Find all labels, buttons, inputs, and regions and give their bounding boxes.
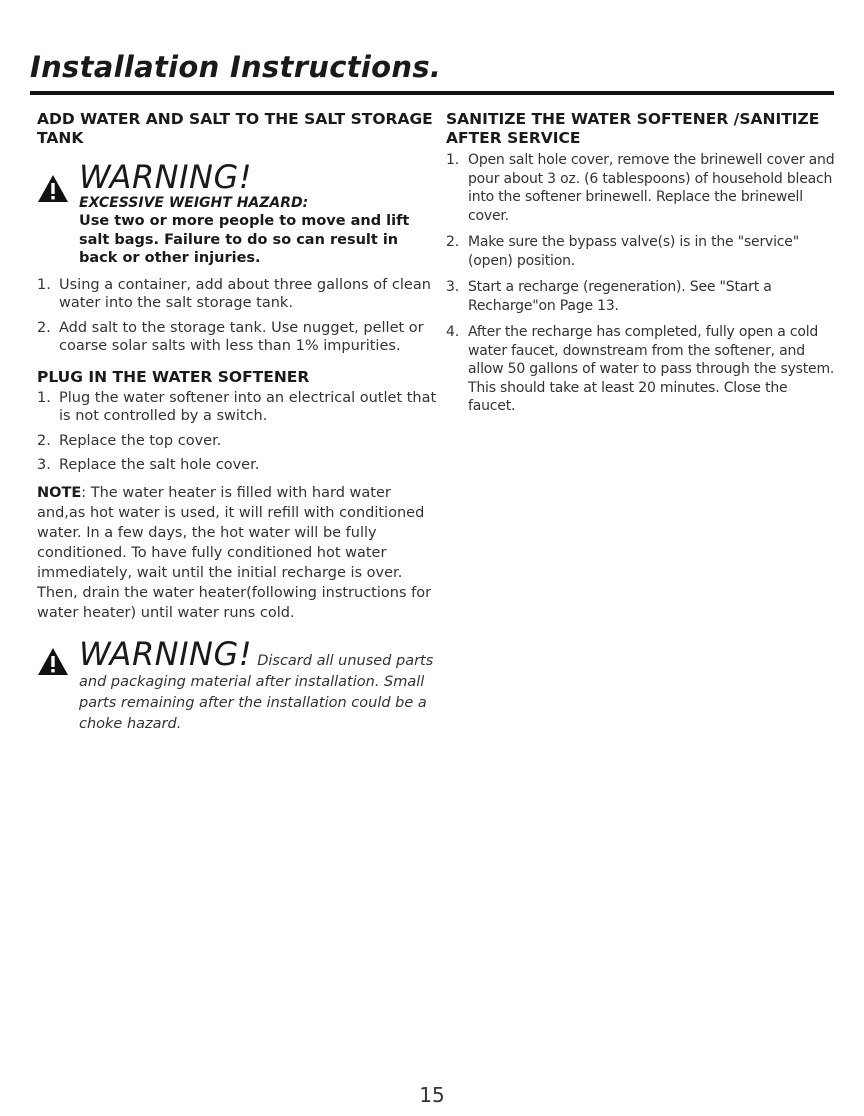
list-item: 2. Make sure the bypass valve(s) is in the "service"(open) position. [446,234,799,269]
left-column [37,110,437,734]
list-item: 2. Replace the top cover. [37,432,222,449]
warning-triangle-icon [37,174,69,203]
title-rule [30,91,834,95]
plug-steps-list [37,389,437,475]
page-title: Installation Instructions. [30,50,442,84]
warning-body: Use two or more people to move and lift salt bags. Failure to do so can result in back or other injuries. [79,213,410,266]
salt-steps-list [37,276,437,356]
warning-title: WARNING! [79,634,253,673]
weight-hazard-warning [37,160,437,268]
page-number: 15 [419,1083,445,1107]
list-item: 1. Using a container, add about three gallons of clean water into the salt storage tank. [37,276,431,311]
list-item: 1. Plug the water softener into an electrical outlet that is not controlled by a switch. [37,389,437,424]
warning-triangle-icon [37,647,69,676]
right-column [446,110,836,424]
discard-parts-warning [37,634,437,734]
plug-section-heading: PLUG IN THE WATER SOFTENER [37,367,310,386]
warning-subtitle: EXCESSIVE WEIGHT HAZARD: [79,195,309,211]
list-item: 3. Start a recharge (regeneration). See "Start a Recharge"on Page 13. [446,279,772,314]
sanitize-section-heading: SANITIZE THE WATER SOFTENER /SANITIZE AFTER SERVICE [446,110,820,147]
list-item: 1. Open salt hole cover, remove the brinewell cover and pour about 3 oz. (6 tablespoons) of household bleach into the softener brinewell. Replace the brinewell cover. [446,152,835,224]
warning-text: Discard all unused parts and packaging material after installation. Small parts remaining after the installation could be a choke hazard. [79,652,434,732]
note-label: NOTE [37,484,82,501]
sanitize-steps-list [446,151,836,416]
note-paragraph [37,483,437,623]
warning-title: WARNING! [79,158,253,196]
list-item: 4. After the recharge has completed, fully open a cold water faucet, downstream from the softener, and allow 50 gallons of water to pass through the system. This should take at least 20 minutes. Close the faucet. [446,324,835,414]
list-item: 2. Add salt to the storage tank. Use nugget, pellet or coarse solar salts with less than 1% impurities. [37,319,424,354]
list-item: 3. Replace the salt hole cover. [37,457,260,473]
salt-section-heading: ADD WATER AND SALT TO THE SALT STORAGE TANK [37,110,433,147]
note-text: : The water heater is filled with hard water and,as hot water is used, it will refill with conditioned water. In a few days, the hot water will be fully conditioned. To have fully conditioned hot water immediately, wait until the initial recharge is over. Then, drain the water heater(following instructions for water heater) until water runs cold. [37,484,432,621]
